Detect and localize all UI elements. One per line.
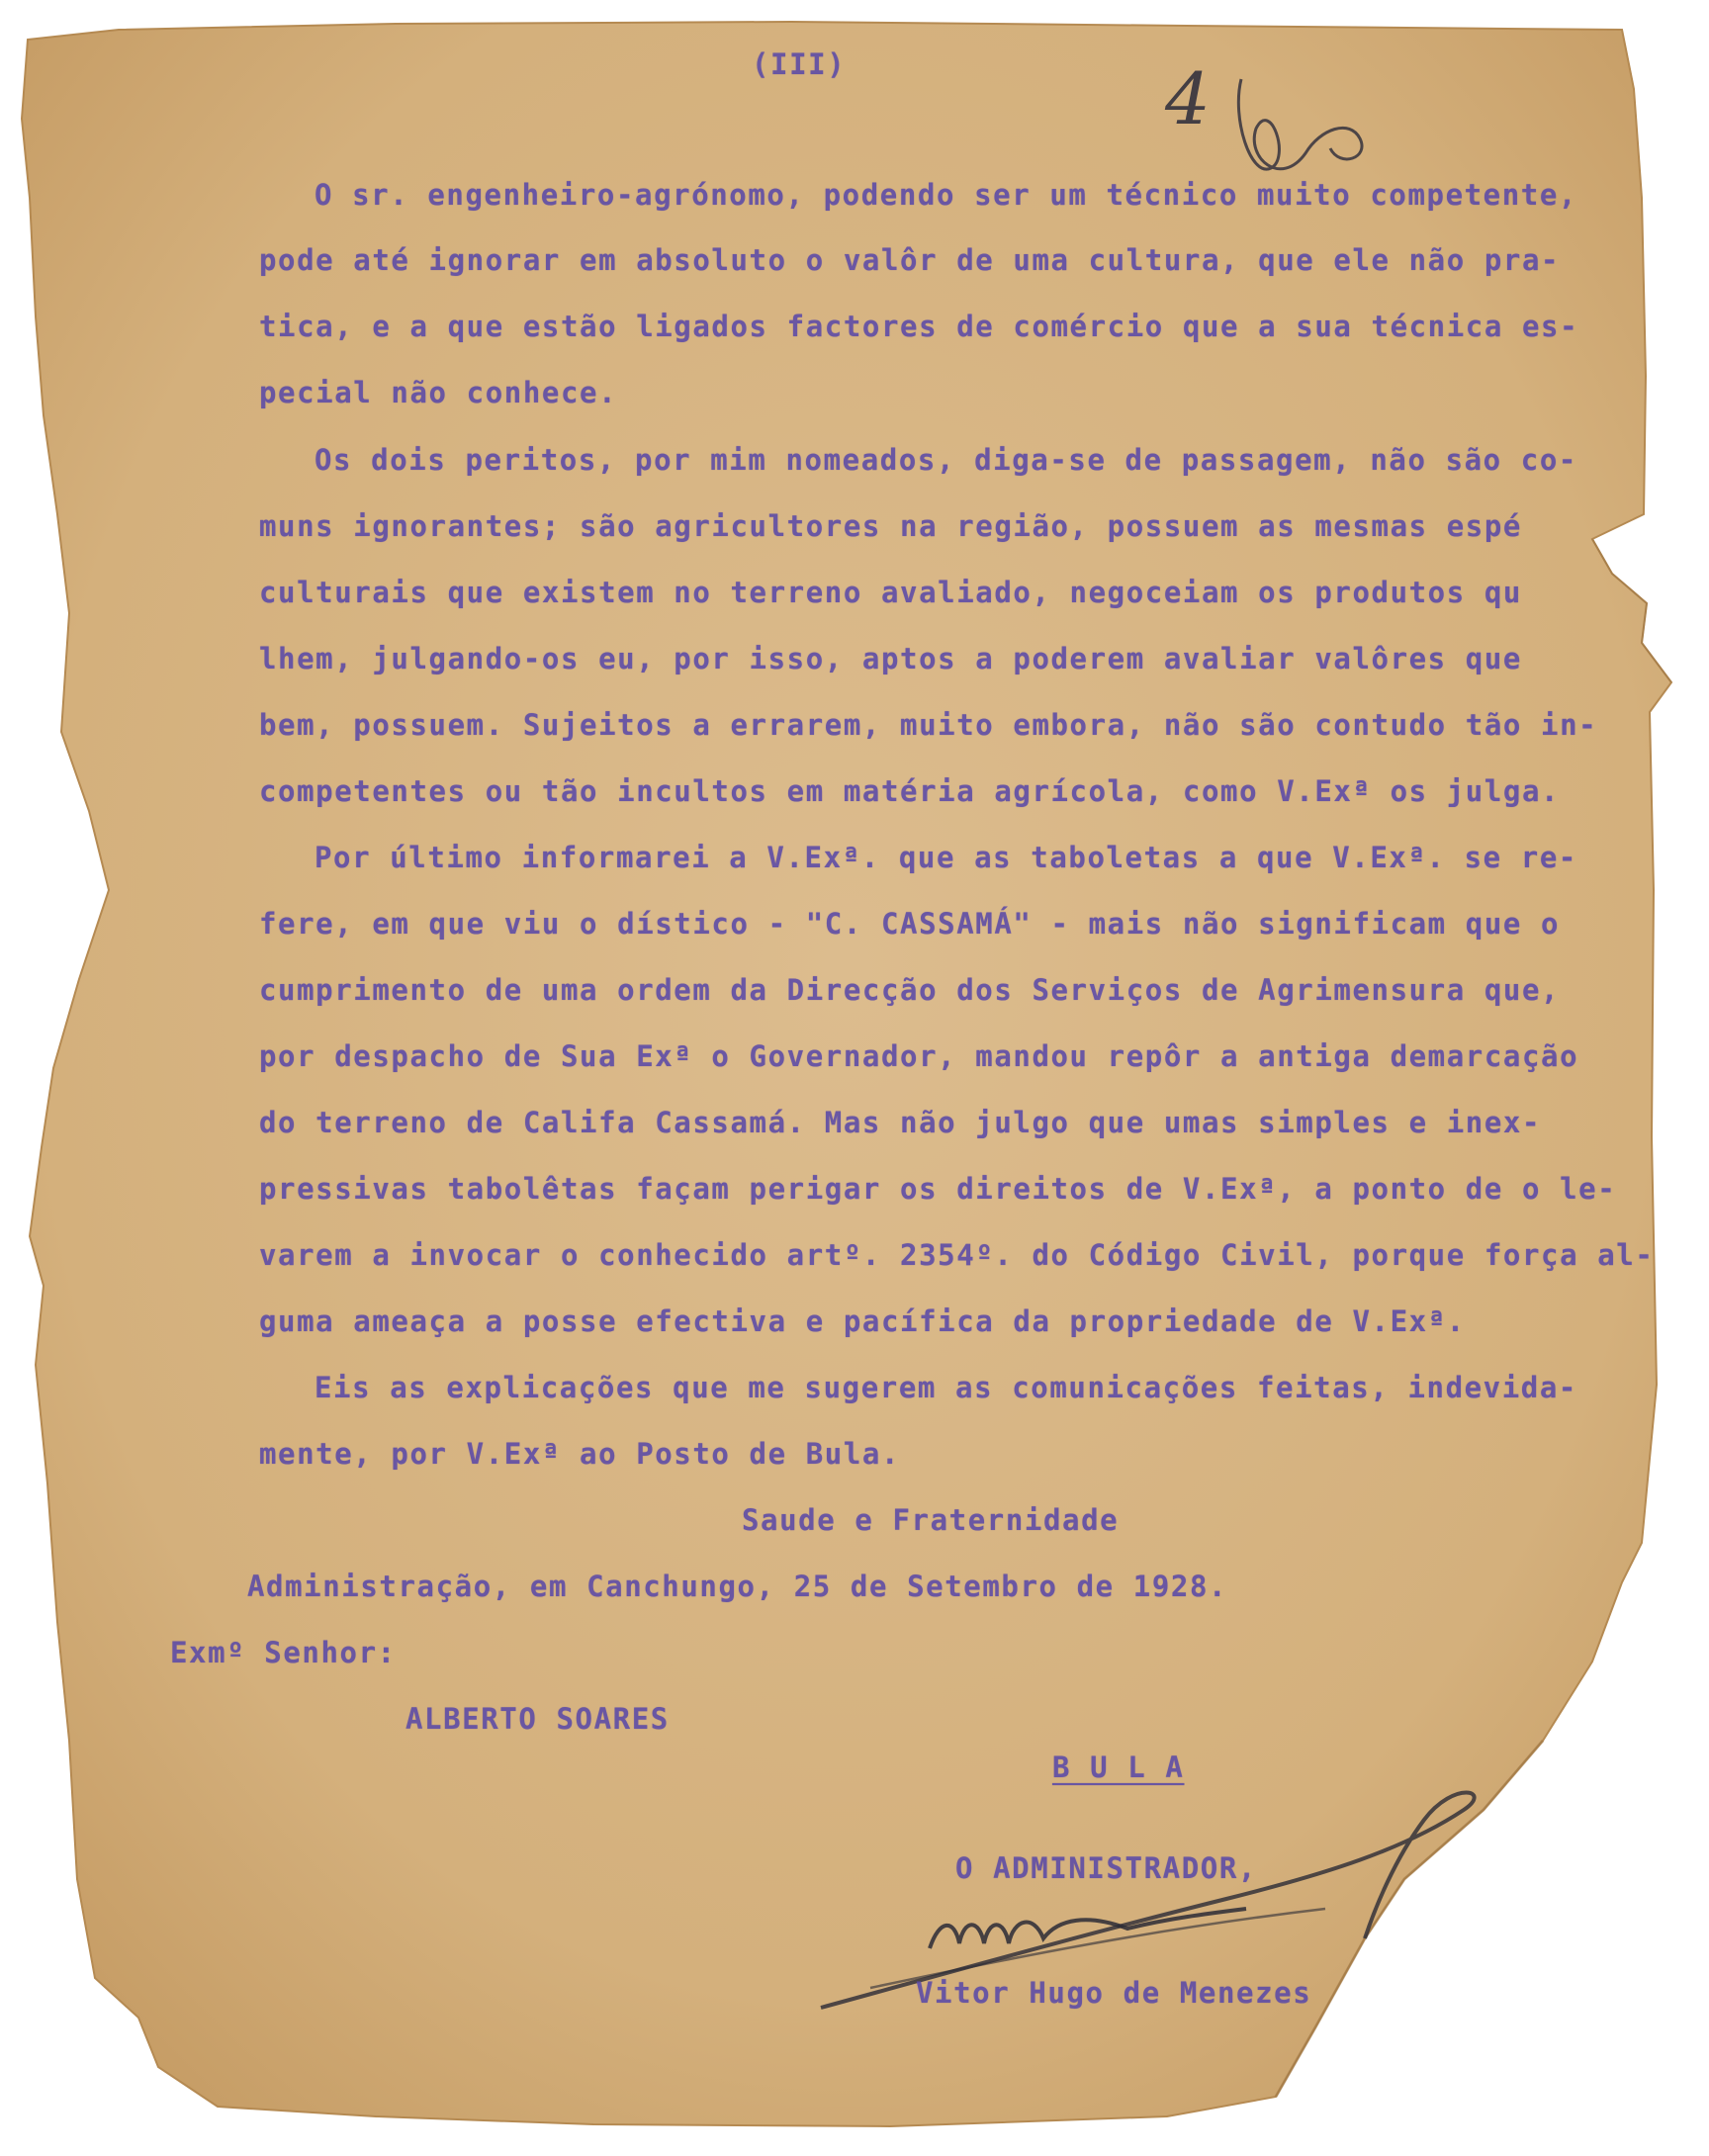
addressee-line: Exmº Senhor:: [170, 1636, 397, 1669]
text-line: O sr. engenheiro-agrónomo, podendo ser um técnico muito competente,: [315, 178, 1577, 212]
text-line: mente, por V.Exª ao Posto de Bula.: [259, 1437, 901, 1471]
text-line: tica, e a que estão ligados factores de comércio que a sua técnica es-: [259, 310, 1579, 343]
text-line: varem a invocar o conhecido artº. 2354º. do Código Civil, porque força al-: [259, 1238, 1655, 1272]
text-line: pecial não conhece.: [259, 376, 618, 409]
text-line: Os dois peritos, por mim nomeados, diga-se de passagem, não são co-: [315, 443, 1577, 477]
text-line: culturais que existem no terreno avaliado, negoceiam os produtos qu: [259, 576, 1522, 609]
text-line: do terreno de Califa Cassamá. Mas não julgo que umas simples e inex-: [259, 1106, 1542, 1139]
addressee-place: B U L A: [1052, 1751, 1185, 1784]
text-line: fere, em que viu o dístico - "C. CASSAMÁ" - mais não significam que o: [259, 907, 1561, 941]
signer-name: Vitor Hugo de Menezes: [916, 1976, 1312, 2010]
text-line: pressivas tabolêtas façam perigar os direitos de V.Exª, a ponto de o le-: [259, 1172, 1617, 1206]
text-line: Eis as explicações que me sugerem as comunicações feitas, indevida-: [315, 1371, 1577, 1404]
text-line: pode até ignorar em absoluto o valôr de uma cultura, que ele não pra-: [259, 243, 1561, 277]
salutation: Saude e Fraternidade: [742, 1503, 1120, 1537]
text-line: Por último informarei a V.Exª. que as taboletas a que V.Exª. se re-: [315, 841, 1577, 874]
text-line: bem, possuem. Sujeitos a errarem, muito embora, não são contudo tão in-: [259, 708, 1598, 742]
text-line: guma ameaça a posse efectiva e pacífica da propriedade de V.Exª.: [259, 1304, 1466, 1338]
signer-title: O ADMINISTRADOR,: [955, 1851, 1257, 1885]
text-line: lhem, julgando-os eu, por isso, aptos a poderem avaliar valôres que: [259, 642, 1522, 675]
text-line: cumprimento de uma ordem da Direcção dos Serviços de Agrimensura que,: [259, 973, 1561, 1007]
text-line: por despacho de Sua Exª o Governador, mandou repôr a antiga demarcação: [259, 1039, 1579, 1073]
folio-number: 4: [1165, 57, 1211, 140]
place-date: Administração, em Canchungo, 25 de Setembro de 1928.: [247, 1570, 1228, 1603]
page-number: (III): [752, 47, 847, 81]
addressee-name: ALBERTO SOARES: [405, 1702, 670, 1736]
text-line: muns ignorantes; são agricultores na região, possuem as mesmas espé: [259, 509, 1522, 543]
text-line: competentes ou tão incultos em matéria agrícola, como V.Exª os julga.: [259, 774, 1561, 808]
